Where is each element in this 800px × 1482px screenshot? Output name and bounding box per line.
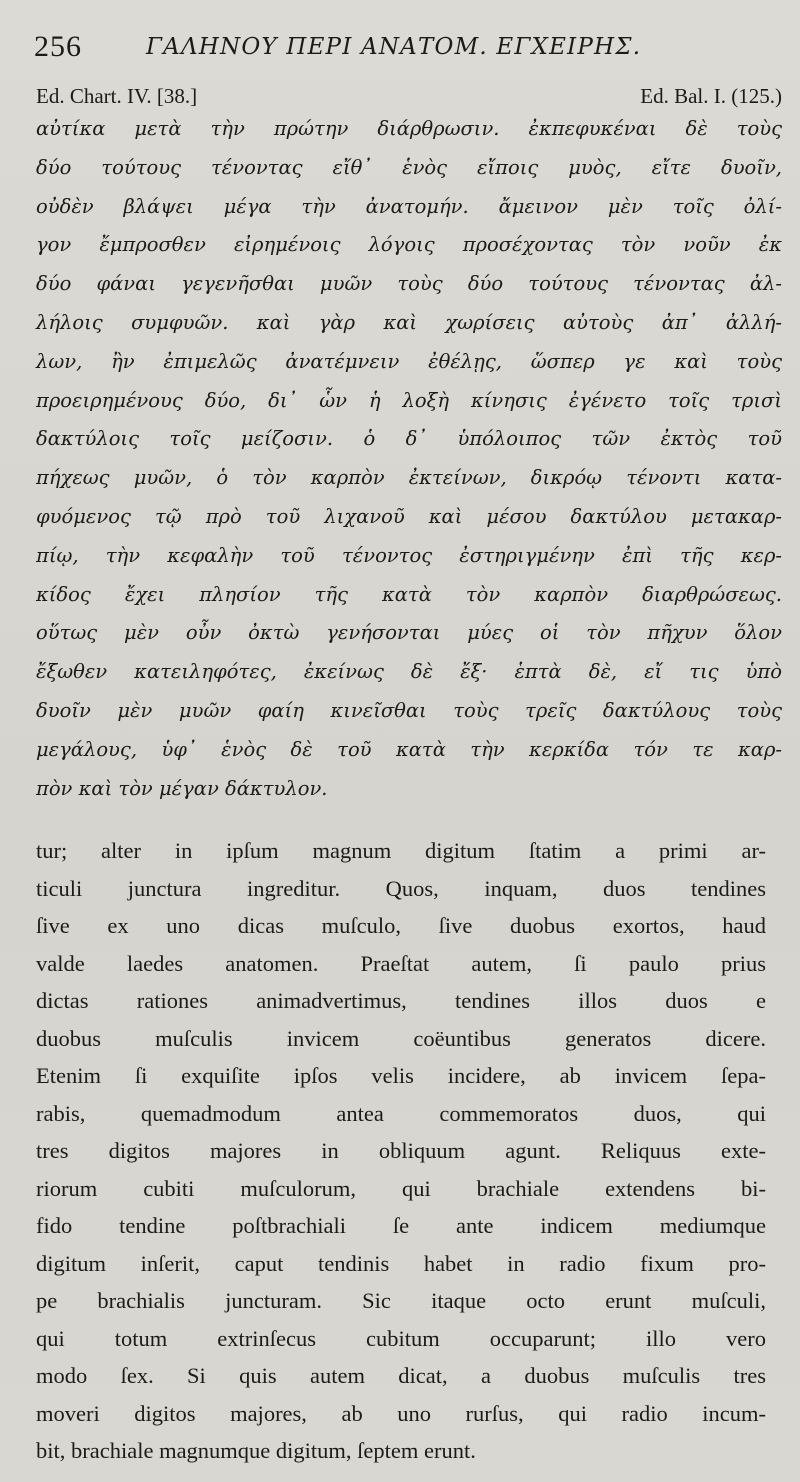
greek-line: λων, ἢν ἐπιμελῶς ἀνατέμνειν ἐθέλῃς, ὥσπερ γε καὶ τοὺς xyxy=(36,349,782,373)
latin-line: qui totum extrinſecus cubitum occuparunt; illo vero xyxy=(36,1325,766,1351)
edition-basel-reference: Ed. Bal. I. (125.) xyxy=(640,84,782,108)
latin-line: bit, brachiale magnumque digitum, ſeptem erunt. xyxy=(36,1438,476,1463)
edition-references xyxy=(36,84,782,112)
greek-text-block xyxy=(36,110,782,808)
greek-line: δύο φάναι γεγενῆσθαι μυῶν τοὺς δύο τούτους τένοντας ἀλ- xyxy=(36,272,782,296)
greek-line: δακτύλοις τοῖς μείζοσιν. ὁ δ᾽ ὑπόλοιπος τῶν ἐκτὸς τοῦ xyxy=(36,427,782,451)
latin-line: dictas rationes animadvertimus, tendines illos duos e xyxy=(36,988,766,1013)
latin-line: fido tendine poſtbrachiali ſe ante indicem mediumque xyxy=(36,1213,766,1238)
greek-line: γον ἔμπροσθεν εἰρημένοις λόγοις προσέχοντας τὸν νοῦν ἐκ xyxy=(36,233,782,257)
greek-line: πήχεως μυῶν, ὁ τὸν καρπὸν ἐκτείνων, δικρόῳ τένοντι κατα- xyxy=(36,466,782,490)
latin-text-block xyxy=(36,832,766,1470)
greek-line: δυοῖν μὲν μυῶν φαίη κινεῖσθαι τοὺς τρεῖς δακτύλους τοὺς xyxy=(36,698,782,722)
greek-line: λήλοις συμφυῶν. καὶ γὰρ καὶ χωρίσεις αὐτοὺς ἀπ᾽ ἀλλή- xyxy=(36,310,782,334)
latin-line: modo ſex. Si quis autem dicat, a duobus muſculis tres xyxy=(36,1363,766,1388)
latin-line: tres digitos majores in obliquum agunt. Reliquus exte- xyxy=(36,1138,766,1163)
greek-line: οὐδὲν βλάψει μέγα τὴν ἀνατομήν. ἄμεινον μὲν τοῖς ὀλί- xyxy=(36,194,782,218)
latin-line: ticuli junctura ingreditur. Quos, inquam, duos tendines xyxy=(36,875,766,901)
greek-line: αὐτίκα μετὰ τὴν πρώτην διάρθρωσιν. ἐκπεφυκέναι δὲ τοὺς xyxy=(36,117,782,140)
edition-chartier-reference: Ed. Chart. IV. [38.] xyxy=(36,84,198,108)
greek-line: μεγάλους, ὑφ᾽ ἑνὸς δὲ τοῦ κατὰ τὴν κερκίδα τόν τε καρ- xyxy=(36,737,782,761)
greek-line: πίῳ, τὴν κεφαλὴν τοῦ τένοντος ἐστηριγμένην ἐπὶ τῆς κερ- xyxy=(36,543,782,567)
latin-line: digitum inſerit, caput tendinis habet in radio fixum pro- xyxy=(36,1250,766,1276)
latin-line: rabis, quemadmodum antea commemoratos duos, qui xyxy=(36,1100,766,1126)
greek-line: ἔξωθεν κατειληφότες, ἐκείνως δὲ ἔξ· ἑπτὰ δὲ, εἴ τις ὑπὸ xyxy=(36,660,782,684)
greek-line: κίδος ἔχει πλησίον τῆς κατὰ τὸν καρπὸν διαρθρώσεως. xyxy=(36,582,782,606)
greek-line: προειρημένους δύο, δι᾽ ὧν ἡ λοξὴ κίνησις ἐγένετο τοῖς τρισὶ xyxy=(36,388,782,412)
latin-line: duobus muſculis invicem coëuntibus generatos dicere. xyxy=(36,1025,766,1051)
latin-line: Etenim ſi exquiſite ipſos velis incidere, ab invicem ſepa- xyxy=(36,1063,766,1088)
page-header xyxy=(34,30,782,74)
running-title: ΓΑΛΗΝΟΥ ΠΕΡΙ ΑΝΑΤΟΜ. ΕΓΧΕΙΡΗΣ. xyxy=(146,34,642,60)
latin-line: riorum cubiti muſculorum, qui brachiale extendens bi- xyxy=(36,1175,766,1201)
latin-line: moveri digitos majores, ab uno rurſus, qui radio incum- xyxy=(36,1400,766,1426)
latin-line: tur; alter in ipſum magnum digitum ſtatim a primi ar- xyxy=(36,838,766,863)
latin-line: valde laedes anatomen. Praeſtat autem, ſi paulo prius xyxy=(36,950,766,976)
latin-line: pe brachialis juncturam. Sic itaque octo erunt muſculi, xyxy=(36,1288,766,1313)
greek-line: φυόμενος τῷ πρὸ τοῦ λιχανοῦ καὶ μέσου δακτύλου μετακαρ- xyxy=(36,504,782,528)
greek-line: πὸν καὶ τὸν μέγαν δάκτυλον. xyxy=(36,776,328,800)
greek-line: οὕτως μὲν οὖν ὀκτὼ γενήσονται μύες οἱ τὸν πῆχυν ὅλον xyxy=(36,621,782,645)
page-number: 256 xyxy=(34,30,82,63)
greek-line: δύο τούτους τένοντας εἴθ᾽ ἑνὸς εἴποις μυὸς, εἴτε δυοῖν, xyxy=(36,155,782,179)
latin-line: ſive ex uno dicas muſculo, ſive duobus exortos, haud xyxy=(36,913,766,938)
